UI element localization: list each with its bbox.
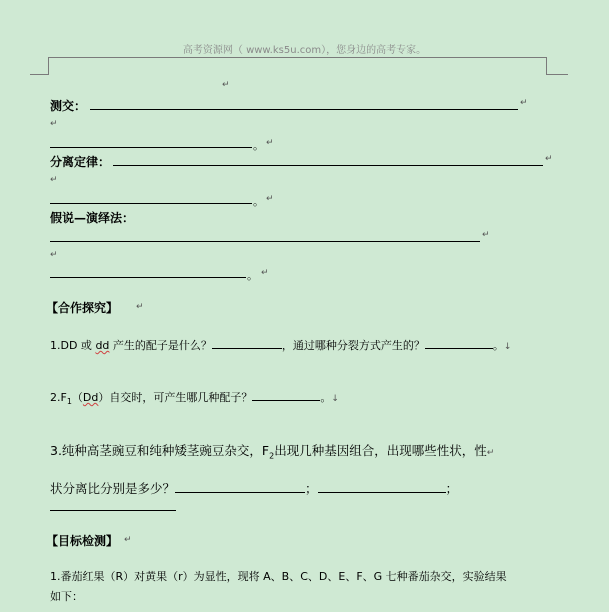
period: 。	[253, 139, 264, 152]
question-3-blank-2[interactable]	[318, 481, 446, 493]
paragraph-mark: ↵	[266, 138, 274, 148]
question-3-line-2	[50, 479, 458, 497]
page-header: 高考资源网（ www.ks5u.com），您身边的高考专家。	[182, 45, 427, 56]
segregation-law-label: 分离定律：	[50, 155, 111, 169]
paragraph-mark: ↵	[261, 268, 269, 278]
header-border-left	[30, 74, 49, 75]
question-3-sep-1: ；	[305, 481, 318, 496]
question-2-dd: Dd	[82, 391, 99, 404]
test-cross-label: 测交：	[50, 99, 87, 113]
question-1	[50, 337, 511, 353]
paragraph-mark: ↵	[266, 194, 274, 204]
question-1-blank-2[interactable]	[425, 337, 493, 349]
section-title-cooperative: 【合作探究】	[46, 301, 119, 315]
hypothesis-label: 假说—演绎法：	[50, 211, 135, 225]
question-3-line-1	[50, 441, 494, 461]
target-question-1-line-2: 如下：	[50, 590, 83, 603]
question-3-blank-1[interactable]	[175, 481, 305, 493]
question-2-part-b: （	[71, 391, 83, 404]
question-3-sep-2: ；	[445, 481, 459, 496]
paragraph-mark: ↵	[50, 250, 58, 260]
segregation-law-blank-1[interactable]	[113, 165, 543, 166]
question-2	[50, 389, 339, 406]
header-border-right-tick	[546, 57, 547, 74]
paragraph-mark: ↵	[520, 98, 528, 108]
period: 。	[253, 195, 264, 208]
question-1-part-c: 产生的配子是什么？	[109, 339, 212, 352]
down-arrow-icon: ↓	[331, 394, 339, 404]
paragraph-mark: ↵	[50, 175, 58, 185]
question-1-blank-1[interactable]	[212, 337, 282, 349]
paragraph-mark: ↵	[482, 230, 490, 240]
hypothesis-blank-1[interactable]	[50, 241, 480, 242]
question-2-sub: 1	[66, 397, 72, 407]
period: 。	[247, 269, 258, 282]
down-arrow-icon: ↓	[503, 342, 512, 352]
question-2-blank[interactable]	[252, 389, 320, 401]
header-border-left-tick	[48, 57, 49, 74]
paragraph-mark: ↵	[222, 80, 230, 90]
question-3-line-1-b: 出现几种基因组合，出现哪些性状，性	[274, 443, 487, 458]
question-3-sub: 2	[269, 451, 275, 461]
question-1-part-d: ，通过哪种分裂方式产生的？	[281, 339, 425, 352]
header-border-right	[546, 74, 568, 75]
paragraph-mark: ↵	[50, 119, 58, 129]
question-3-line-2-text: 状分离比分别是多少？	[50, 481, 176, 496]
question-2-part-d: ）自交时，可产生哪几种配子？	[98, 391, 253, 404]
question-1-part-a: 1.DD 或	[50, 339, 96, 352]
section-title-target: 【目标检测】	[46, 534, 119, 548]
target-question-1-line-1: 1.番茄红果（R）对黄果（r）为显性，现将 A、B、C、D、E、F、G 七种番茄杂交，实验结果	[50, 570, 507, 583]
paragraph-mark: ↵	[545, 154, 553, 164]
test-cross-blank-1[interactable]	[90, 109, 518, 110]
paragraph-mark: ↵	[486, 448, 495, 458]
question-3-blank-3[interactable]	[50, 510, 176, 511]
paragraph-mark: ↵	[124, 535, 132, 545]
question-2-period: 。	[320, 391, 332, 404]
question-1-period: 。	[492, 339, 504, 352]
header-border-top	[48, 57, 546, 58]
test-cross-blank-2[interactable]	[50, 147, 252, 148]
question-1-dd: dd	[95, 339, 110, 352]
question-3-line-1-a: 3.纯种高茎豌豆和纯种矮茎豌豆杂交，F	[50, 443, 270, 458]
paragraph-mark: ↵	[136, 302, 144, 312]
question-2-part-a: 2.F	[50, 391, 67, 404]
segregation-law-blank-2[interactable]	[50, 203, 252, 204]
hypothesis-blank-2[interactable]	[50, 277, 246, 278]
